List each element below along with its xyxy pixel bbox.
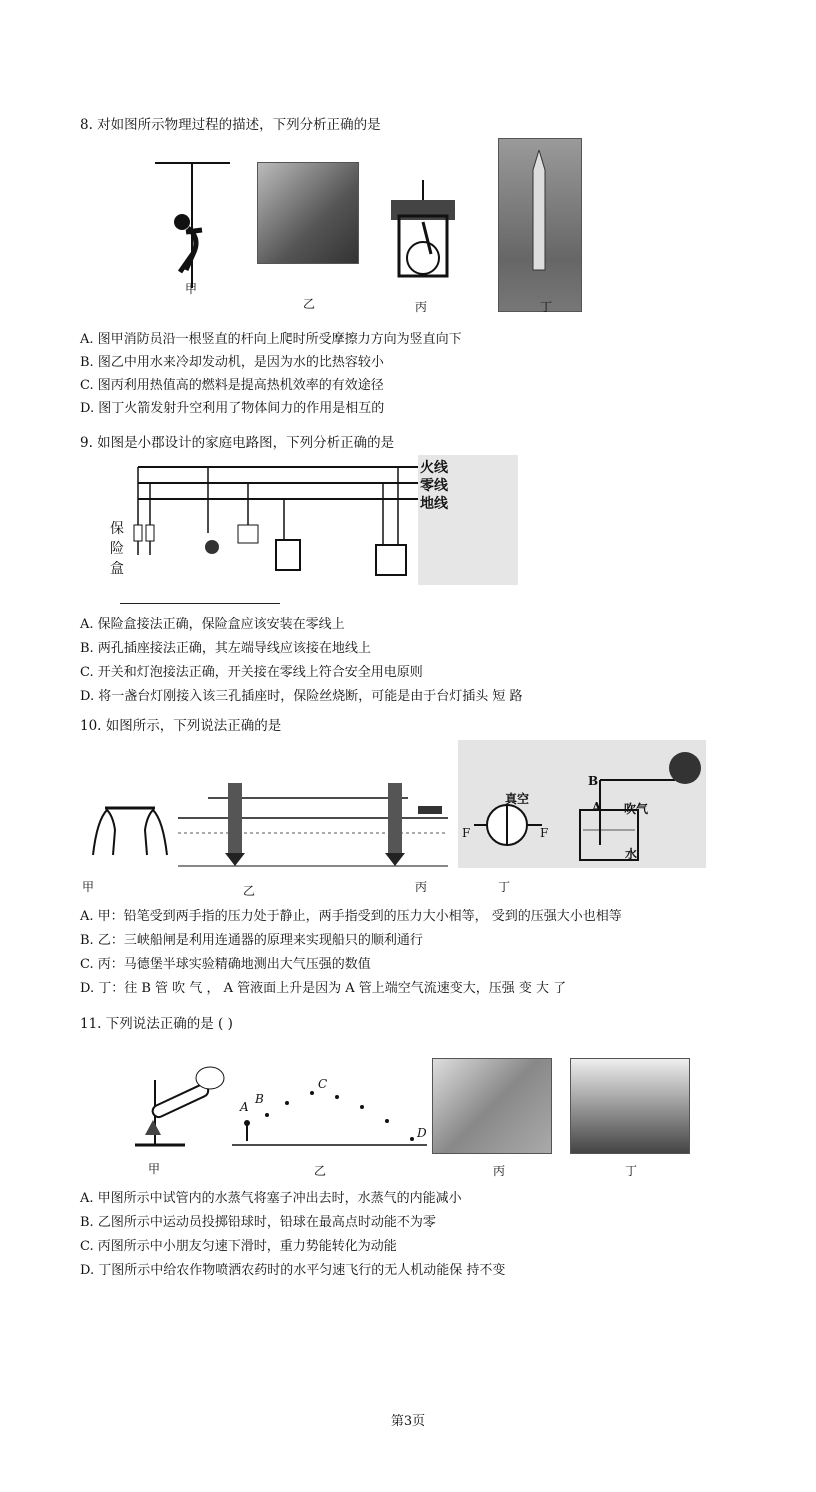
q8-stem: 8. 对如图所示物理过程的描述，下列分析正确的是 <box>80 117 381 133</box>
q11-label-jia: 甲 <box>148 1162 161 1176</box>
q8-label-yi: 乙 <box>303 297 316 311</box>
q8-photo-engine <box>257 162 359 264</box>
q9-option-b: B. 两孔插座接法正确，其左端导线应该接在地线上 <box>80 641 371 656</box>
q8-label-bing: 丙 <box>415 300 428 314</box>
q11-point-b: B <box>255 1092 264 1106</box>
q11-stem: 11. 下列说法正确的是 ( ) <box>80 1016 233 1032</box>
q11-photo-drone <box>570 1058 690 1154</box>
q9-wire-live: 火线 <box>420 460 448 476</box>
q11-point-a: A <box>240 1100 249 1114</box>
q11-option-a: A. 甲图所示中试管内的水蒸气将塞子冲出去时，水蒸气的内能减小 <box>80 1191 462 1206</box>
q8-option-b: B. 图乙中用水来冷却发动机，是因为水的比热容较小 <box>80 355 384 370</box>
q11-option-c: C. 丙图所示中小朋友匀速下滑时，重力势能转化为动能 <box>80 1239 397 1254</box>
q9-fuse-label-1: 保 <box>110 521 124 537</box>
q10-option-a: A. 甲：铅笔受到两手指的压力处于静止，两手指受到的压力大小相等， 受到的压强大小也相等 <box>80 909 622 924</box>
q10-fig-ship-lock <box>178 778 458 868</box>
q8-option-a: A. 图甲消防员沿一根竖直的杆向上爬时所受摩擦力方向为竖直向下 <box>80 332 462 347</box>
q11-point-d: D <box>417 1126 427 1140</box>
q10-stem: 10. 如图所示，下列说法正确的是 <box>80 718 282 734</box>
q11-point-c: C <box>318 1077 328 1091</box>
q9-option-a: A. 保险盒接法正确，保险盒应该安装在零线上 <box>80 617 345 632</box>
q11-option-b: B. 乙图所示中运动员投掷铅球时，铅球在最高点时动能不为零 <box>80 1215 436 1230</box>
q8-option-d: D. 图丁火箭发射升空利用了物体间力的作用是相互的 <box>80 401 385 416</box>
q8-label-ding: 丁 <box>540 300 553 314</box>
q8-label-jia: 甲 <box>185 282 198 296</box>
q11-label-ding: 丁 <box>625 1164 638 1178</box>
q10-tube-b: B <box>588 774 599 788</box>
divider-line <box>120 603 280 604</box>
q10-label-jia: 甲 <box>82 880 95 894</box>
q10-force-right: F <box>540 826 549 840</box>
page-number: 第3页 <box>390 1414 426 1429</box>
q9-fig-circuit <box>108 455 518 585</box>
q10-fig-pencil-hands <box>85 770 175 860</box>
q10-label-yi: 乙 <box>243 884 256 898</box>
q9-fuse-label-2: 险 <box>110 541 124 557</box>
q10-blow-label: 吹气 <box>624 802 649 816</box>
q11-fig-shot-put <box>232 1075 432 1150</box>
q8-fig-piston-engine <box>383 172 463 282</box>
q9-fuse-label-3: 盒 <box>110 561 124 577</box>
q11-photo-slide <box>432 1058 552 1154</box>
q9-option-d: D. 将一盏台灯刚接入该三孔插座时，保险丝烧断，可能是由于台灯插头 短 路 <box>80 689 523 704</box>
q9-wire-ground: 地线 <box>420 496 448 512</box>
q10-vacuum-label: 真空 <box>505 792 530 806</box>
q9-wire-neutral: 零线 <box>420 478 448 494</box>
q10-force-left: F <box>462 826 471 840</box>
q11-fig-test-tube <box>125 1060 235 1150</box>
q11-option-d: D. 丁图所示中给农作物喷洒农药时的水平匀速飞行的无人机动能保 持不变 <box>80 1263 506 1278</box>
q11-label-yi: 乙 <box>314 1164 327 1178</box>
q9-option-c: C. 开关和灯泡接法正确，开关接在零线上符合安全用电原则 <box>80 665 423 680</box>
q8-fig-firefighter <box>150 160 240 295</box>
q11-label-bing: 丙 <box>493 1164 506 1178</box>
q10-tube-a: A <box>592 800 602 814</box>
q10-label-ding: 丁 <box>498 880 511 894</box>
q10-label-bing: 丙 <box>415 880 428 894</box>
q10-option-b: B. 乙：三峡船闸是利用连通器的原理来实现船只的顺利通行 <box>80 933 423 948</box>
q8-option-c: C. 图丙利用热值高的燃料是提高热机效率的有效途径 <box>80 378 384 393</box>
q10-option-d: D. 丁：往 B 管 吹 气 ， A 管液面上升是因为 A 管上端空气流速变大，压强 变 大 了 <box>80 981 567 996</box>
q8-rocket-icon <box>528 150 550 290</box>
q10-option-c: C. 丙：马德堡半球实验精确地测出大气压强的数值 <box>80 957 371 972</box>
q10-water-label: 水 <box>625 847 638 861</box>
q9-stem: 9. 如图是小郡设计的家庭电路图，下列分析正确的是 <box>80 435 395 451</box>
